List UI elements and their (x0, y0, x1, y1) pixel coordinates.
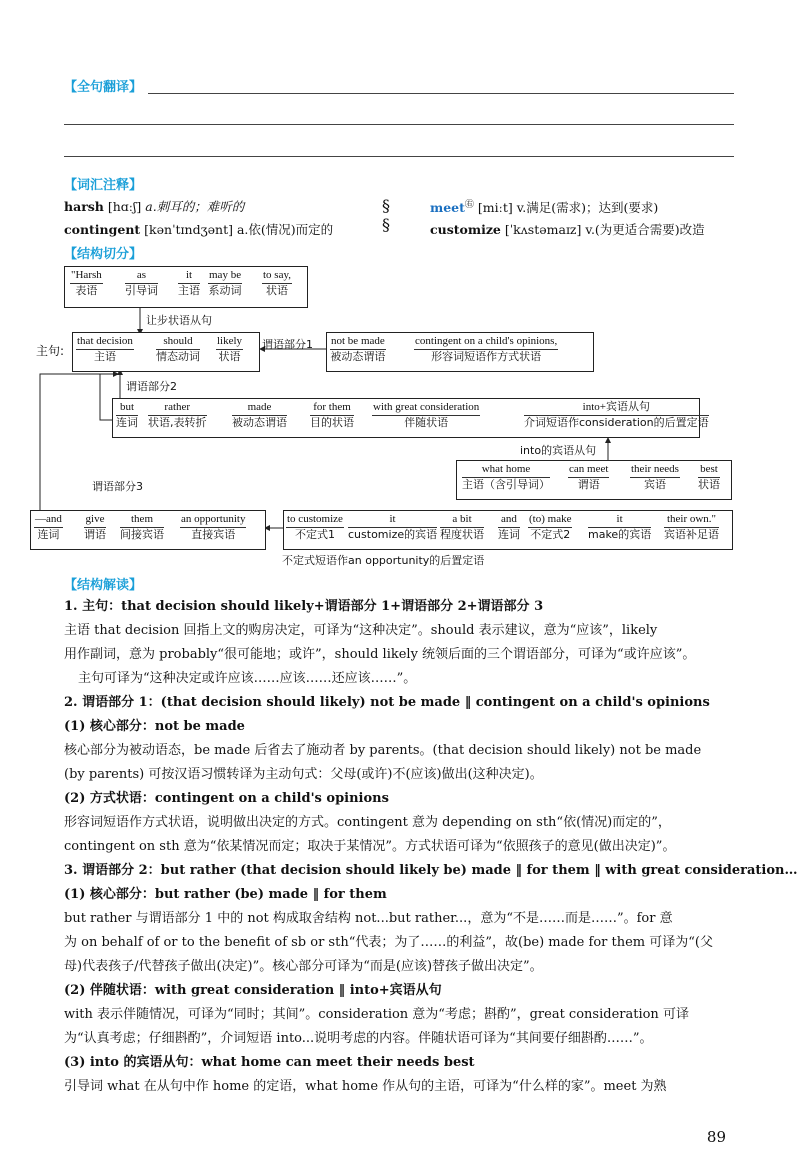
diagram-cell: it customize的宾语 (348, 513, 438, 541)
vocab-word: contingent (64, 222, 141, 237)
diagram-cell: an opportunity 直接宾语 (181, 513, 246, 541)
analysis-text: 形容词短语作方式状语，说明做出决定的方式。contingent 意为 depending on sth“依(情况)而定的”， (64, 815, 671, 830)
analysis-subheading: (1) 核心部分：not be made (64, 719, 245, 734)
diagram-cell: as 引导词 (125, 269, 158, 297)
vocab-word: meet (430, 200, 465, 216)
diagram-cell: best 状语 (698, 463, 720, 491)
diagram-cell: to say, 状语 (263, 269, 292, 297)
diagram-cell: but 连词 (116, 401, 138, 429)
vocab-definition: a.依(情况)而定的 (236, 222, 334, 237)
diagram-cell: contingent on a child's opinions, 形容词短语作方式状语 (415, 335, 558, 363)
analysis-text: 核心部分为被动语态，be made 后省去了施动者 by parents。(that decision should likely) not be made (64, 743, 702, 758)
diagram-cell: into+宾语从句 介词短语作consideration的后置定语 (524, 401, 709, 429)
diagram-cell: for them 目的状语 (310, 401, 354, 429)
diagram-cell: their needs 宾语 (631, 463, 679, 491)
diagram-cell: —and 连词 (35, 513, 62, 541)
analysis-heading-3: 3. 谓语部分 2：but rather (that decision should likely be) made ‖ for them ‖ with great consideration… (64, 863, 798, 878)
label-predicate-1: 谓语部分1 (262, 338, 313, 351)
analysis-text: 用作副词，意为 probably“很可能地；或许”，should likely 统领后面的三个谓语部分，可译为“或许应该”。 (64, 647, 696, 662)
page-number: 89 (706, 1128, 726, 1146)
analysis-text: with 表示伴随情况，可译为“同时；其间”。consideration 意为“考虑；斟酌”，great consideration 可译 (64, 1007, 689, 1022)
diagram-cell: may be 系动词 (208, 269, 242, 297)
frequency-mark-icon: ㊨ (464, 200, 474, 210)
diagram-cell: give 谓语 (84, 513, 106, 541)
vocab-phonetic: [miːt] (473, 200, 517, 216)
section-vocab-heading: 【词汇注释】 (64, 178, 143, 193)
analysis-subheading: (2) 伴随状语：with great consideration ‖ into+宾语从句 (64, 983, 442, 998)
section-translation-heading: 【全句翻译】 (64, 80, 143, 95)
diagram-cell: it make的宾语 (588, 513, 652, 541)
vocab-word: harsh (64, 199, 104, 214)
diagram-cell: it 主语 (178, 269, 200, 297)
diagram-cell: "Harsh 表语 (71, 269, 102, 297)
diagram-cell: what home 主语（含引导词） (462, 463, 550, 491)
diagram-cell: should 情态动词 (156, 335, 200, 363)
vocab-phonetic: [ˈkʌstəmaɪz] (500, 222, 586, 237)
diagram-cell: and 连词 (498, 513, 520, 541)
diagram-cell: likely 状语 (217, 335, 243, 363)
analysis-heading-1: 1. 主句：that decision should likely+谓语部分 1+谓语部分 2+谓语部分 3 (64, 599, 544, 614)
analysis-subheading: (1) 核心部分：but rather (be) made ‖ for them (64, 887, 387, 902)
vocab-phonetic: [hɑːʃ] (103, 199, 146, 214)
vocab-definition: v.满足(需求)；达到(要求) (516, 200, 659, 216)
diagram-cell: made 被动态谓语 (232, 401, 287, 429)
diagram-cell: that decision 主语 (77, 335, 133, 363)
analysis-subheading: (2) 方式状语：contingent on a child's opinions (64, 791, 389, 806)
analysis-text: 母)代表孩子/代替孩子做出(决定)”。核心部分可译为“而是(应该)替孩子做出决定”。 (64, 959, 543, 974)
diagram-cell: a bit 程度状语 (440, 513, 484, 541)
vocab-definition: a.刺耳的；难听的 (145, 199, 245, 214)
diagram-cell: with great consideration 伴随状语 (373, 401, 480, 429)
analysis-text: 主语 that decision 回指上文的购房决定，可译为“这种决定”。should 表示建议，意为“应该”，likely (64, 623, 658, 638)
analysis-text: contingent on sth 意为“依某情况而定；取决于某情况”。方式状语可译为“依照孩子的意见(做出决定)”。 (64, 839, 676, 854)
label-predicate-2: 谓语部分2 (126, 380, 177, 393)
diagram-cell: can meet 谓语 (569, 463, 609, 491)
section-analysis-heading: 【结构解读】 (64, 578, 143, 593)
diagram-cell: rather 状语,表转折 (148, 401, 207, 429)
label-main-clause: 主句: (36, 344, 65, 358)
analysis-text: 引导词 what 在从句中作 home 的定语，what home 作从句的主语，可译为“什么样的家”。meet 为熟 (64, 1079, 667, 1094)
vocab-definition: v.(为更适合需要)改造 (585, 222, 705, 237)
label-concessive: 让步状语从句 (146, 314, 212, 327)
analysis-text: (by parents) 可按汉语习惯转译为主动句式：父母(或许)不(应该)做出(这种决定)。 (64, 767, 543, 782)
diagram-cell: their own." 宾语补足语 (664, 513, 719, 541)
vocab-word: customize (430, 222, 501, 237)
analysis-text: 主句可译为“这种决定或许应该……应该……还应该……”。 (78, 671, 417, 686)
diagram-cell: them 间接宾语 (120, 513, 164, 541)
section-structure-heading: 【结构切分】 (64, 247, 143, 262)
analysis-heading-2: 2. 谓语部分 1：(that decision should likely) not be made ‖ contingent on a child's opinions (64, 695, 710, 710)
analysis-text: 为 on behalf of or to the benefit of sb or sth“代表；为了……的利益”，故(be) made for them 可译为“(父 (64, 935, 713, 950)
diagram-cell: (to) make 不定式2 (529, 513, 572, 541)
analysis-subheading: (3) into 的宾语从句：what home can meet their needs best (64, 1055, 475, 1070)
analysis-text: but rather 与谓语部分 1 中的 not 构成取舍结构 not...but rather...，意为“不是……而是……”。for 意 (64, 911, 673, 926)
vocab-phonetic: [kənˈtɪndʒənt] (140, 222, 237, 237)
analysis-text: 为“认真考虑；仔细斟酌”，介词短语 into...说明考虑的内容。伴随状语可译为“其间要仔细斟酌……”。 (64, 1031, 653, 1046)
diagram-cell: to customize 不定式1 (287, 513, 343, 541)
diagram-cell: not be made 被动态谓语 (330, 335, 386, 363)
label-infinitive-attributive: 不定式短语作an opportunity的后置定语 (282, 554, 485, 567)
label-into-object-clause: into的宾语从句 (520, 444, 597, 457)
column-divider-icon: § § (382, 196, 390, 234)
label-predicate-3: 谓语部分3 (92, 480, 143, 493)
